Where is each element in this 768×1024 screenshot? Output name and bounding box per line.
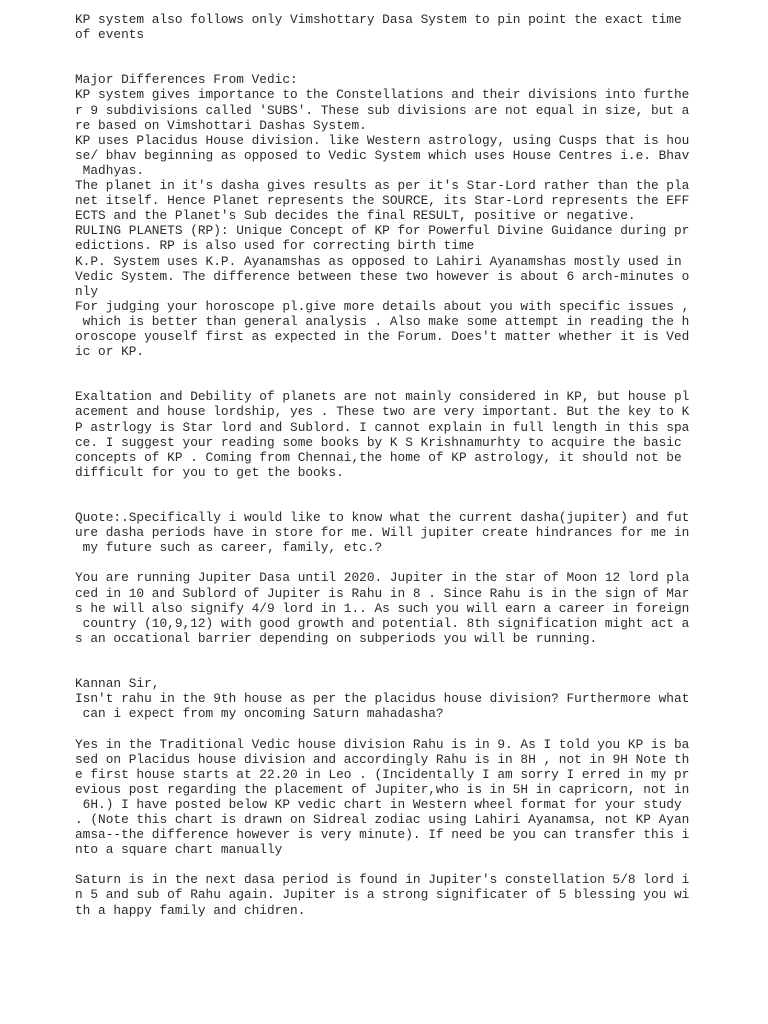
text-line: re based on Vimshottari Dashas System. xyxy=(75,117,367,133)
text-line: Quote:.Specifically i would like to know what the current dasha(jupiter) and fut xyxy=(75,510,690,526)
blank-line xyxy=(75,480,755,495)
text-line: The planet in it's dasha gives results as per it's Star-Lord rather than the pla xyxy=(75,178,690,194)
blank-line xyxy=(75,359,755,374)
text-line: KP uses Placidus House division. like Western astrology, using Cusps that is hou xyxy=(75,132,690,148)
blank-line xyxy=(75,57,755,72)
text-line: ECTS and the Planet's Sub decides the final RESULT, positive or negative. xyxy=(75,208,636,224)
text-line: of events xyxy=(75,27,145,43)
text-line: net itself. Hence Planet represents the SOURCE, its Star-Lord represents the EFF xyxy=(75,193,690,209)
text-line: concepts of KP . Coming from Chennai,the home of KP astrology, it should not be xyxy=(75,449,682,465)
text-line: Kannan Sir, xyxy=(75,676,160,692)
text-line: . (Note this chart is drawn on Sidreal zodiac using Lahiri Ayanamsa, not KP Ayan xyxy=(75,811,690,827)
text-line: country (10,9,12) with good growth and potential. 8th signification might act a xyxy=(75,615,690,631)
text-line: Yes in the Traditional Vedic house division Rahu is in 9. As I told you KP is ba xyxy=(75,736,690,752)
text-line: You are running Jupiter Dasa until 2020. Jupiter in the star of Moon 12 lord pla xyxy=(75,570,690,586)
blank-line xyxy=(75,42,755,57)
text-line: Vedic System. The difference between these two however is about 6 arch-minutes o xyxy=(75,268,690,284)
blank-line xyxy=(75,721,755,736)
text-line: difficult for you to get the books. xyxy=(75,464,344,480)
text-line: Saturn is in the next dasa period is found in Jupiter's constellation 5/8 lord i xyxy=(75,872,690,888)
text-line: evious post regarding the placement of Jupiter,who is in 5H in capricorn, not in xyxy=(75,781,690,797)
text-line: Major Differences From Vedic: xyxy=(75,72,298,88)
text-line: KP system also follows only Vimshottary Dasa System to pin point the exact time xyxy=(75,12,682,27)
text-line: edictions. RP is also used for correcting birth time xyxy=(75,238,475,254)
blank-line xyxy=(75,857,755,872)
text-line: Isn't rahu in the 9th house as per the placidus house division? Furthermore what xyxy=(75,691,690,707)
text-line: Madhyas. xyxy=(75,162,145,178)
text-line: 6H.) I have posted below KP vedic chart in Western wheel format for your study xyxy=(75,796,682,812)
text-line: acement and house lordship, yes . These two are very important. But the key to K xyxy=(75,404,690,420)
text-line: P astrlogy is Star lord and Sublord. I cannot explain in full length in this spa xyxy=(75,419,690,435)
text-line: n 5 and sub of Rahu again. Jupiter is a strong significater of 5 blessing you wi xyxy=(75,887,690,903)
text-line: amsa--the difference however is very minute). If need be you can transfer this i xyxy=(75,827,690,843)
text-line: s an occational barrier depending on subperiods you will be running. xyxy=(75,630,598,646)
blank-line xyxy=(75,555,755,570)
blank-line xyxy=(75,374,755,389)
text-line: RULING PLANETS (RP): Unique Concept of KP for Powerful Divine Guidance during pr xyxy=(75,223,690,239)
blank-line xyxy=(75,661,755,676)
text-line: KP system gives importance to the Constellations and their divisions into furthe xyxy=(75,87,690,103)
text-line: th a happy family and chidren. xyxy=(75,902,306,918)
text-line: can i expect from my oncoming Saturn mahadasha? xyxy=(75,706,444,722)
text-line: nto a square chart manually xyxy=(75,842,283,858)
text-line: s he will also signify 4/9 lord in 1.. As such you will earn a career in foreign xyxy=(75,600,690,616)
blank-line xyxy=(75,646,755,661)
text-line: which is better than general analysis . Also make some attempt in reading the h xyxy=(75,313,690,329)
text-line: my future such as career, family, etc.? xyxy=(75,540,383,556)
text-line: For judging your horoscope pl.give more details about you with specific issues , xyxy=(75,298,690,314)
text-line: ic or KP. xyxy=(75,344,145,360)
text-line: oroscope youself first as expected in the Forum. Does't matter whether it is Ved xyxy=(75,328,690,344)
text-line: ure dasha periods have in store for me. Will jupiter create hindrances for me in xyxy=(75,525,690,541)
text-line: se/ bhav beginning as opposed to Vedic System which uses House Centres i.e. Bhav xyxy=(75,147,690,163)
text-line: sed on Placidus house division and accordingly Rahu is in 8H , not in 9H Note th xyxy=(75,751,690,767)
text-line: nly xyxy=(75,283,99,299)
text-line: K.P. System uses K.P. Ayanamshas as opposed to Lahiri Ayanamshas mostly used in xyxy=(75,253,682,269)
blank-line xyxy=(75,495,755,510)
text-line: ce. I suggest your reading some books by K S Krishnamurhty to acquire the basic xyxy=(75,434,682,450)
document-body xyxy=(75,12,755,918)
text-line: e first house starts at 22.20 in Leo . (Incidentally I am sorry I erred in my pr xyxy=(75,766,690,782)
text-line: r 9 subdivisions called 'SUBS'. These sub divisions are not equal in size, but a xyxy=(75,102,690,118)
text-line: ced in 10 and Sublord of Jupiter is Rahu in 8 . Since Rahu is in the sign of Mar xyxy=(75,585,690,601)
text-line: Exaltation and Debility of planets are not mainly considered in KP, but house pl xyxy=(75,389,690,405)
